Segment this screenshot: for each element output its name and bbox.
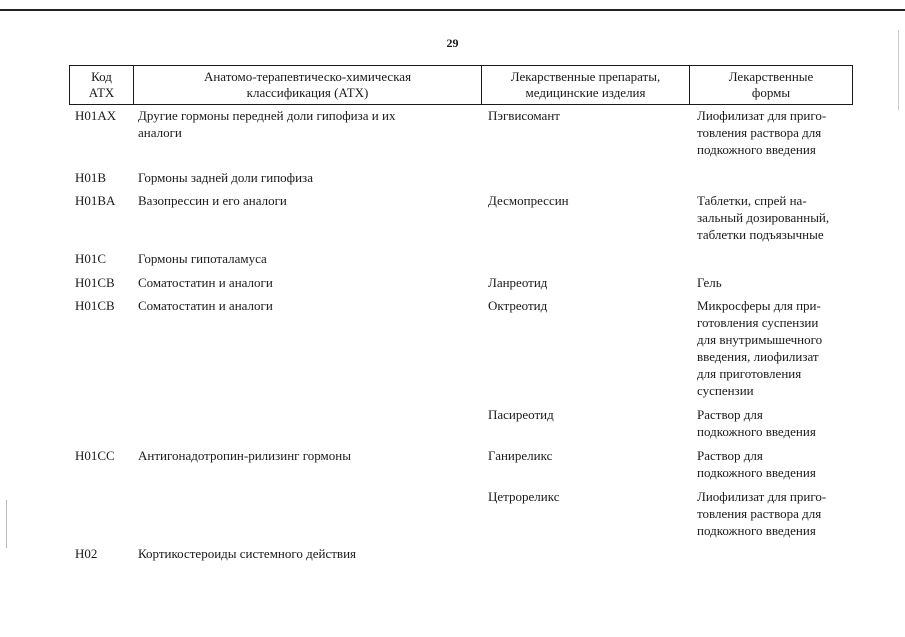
drug-name: Пэгвисомант bbox=[488, 108, 560, 123]
atc-classification: Соматостатин и аналоги bbox=[138, 275, 273, 290]
atc-code: H01CC bbox=[75, 448, 115, 463]
drug-name: Ганиреликс bbox=[488, 448, 553, 463]
atc-code: H01BA bbox=[75, 193, 116, 208]
atc-code: H01CB bbox=[75, 275, 115, 290]
atc-classification: Антигонадотропин-рилизинг гормоны bbox=[138, 448, 351, 463]
dosage-form: Микросферы для при- готовления суспензии для внутримышечного введения, лиофилизат для приготовления суспензии bbox=[697, 298, 823, 398]
atc-classification: Другие гормоны передней доли гипофиза и их аналоги bbox=[138, 108, 396, 140]
drug-name: Ланреотид bbox=[488, 275, 548, 290]
dosage-form: Раствор для подкожного введения bbox=[697, 448, 816, 480]
dosage-form: Раствор для подкожного введения bbox=[697, 407, 816, 439]
atc-code: H01CB bbox=[75, 298, 115, 313]
atc-classification: Соматостатин и аналоги bbox=[138, 298, 273, 313]
drug-name: Октреотид bbox=[488, 298, 548, 313]
header-code: Код АТХ bbox=[70, 66, 134, 105]
drug-name: Десмопрессин bbox=[488, 193, 569, 208]
dosage-form: Лиофилизат для приго- товления раствора для подкожного введения bbox=[697, 489, 827, 538]
atc-classification: Кортикостероиды системного действия bbox=[138, 546, 357, 561]
dosage-form: Гель bbox=[697, 275, 722, 290]
atc-code: H01AX bbox=[75, 108, 117, 123]
header-forms: Лекарственные формы bbox=[690, 66, 853, 105]
atc-classification: Гормоны гипоталамуса bbox=[138, 251, 267, 266]
atc-classification: Гормоны задней доли гипофиза bbox=[138, 170, 313, 185]
atc-code: H01C bbox=[75, 251, 107, 266]
drug-name: Цетрореликс bbox=[488, 489, 560, 504]
header-classification: Анатомо-терапевтическо-химическая классификация (АТХ) bbox=[134, 66, 482, 105]
atc-code: H01B bbox=[75, 170, 107, 185]
header-drugs: Лекарственные препараты, медицинские изделия bbox=[482, 66, 690, 105]
page-number: 29 bbox=[446, 36, 459, 50]
dosage-form: Лиофилизат для приго- товления раствора для подкожного введения bbox=[697, 108, 827, 157]
drug-name: Пасиреотид bbox=[488, 407, 554, 422]
atc-code: H02 bbox=[75, 546, 98, 561]
atc-classification: Вазопрессин и его аналоги bbox=[138, 193, 287, 208]
dosage-form: Таблетки, спрей на- зальный дозированный, таблетки подъязычные bbox=[697, 193, 830, 242]
